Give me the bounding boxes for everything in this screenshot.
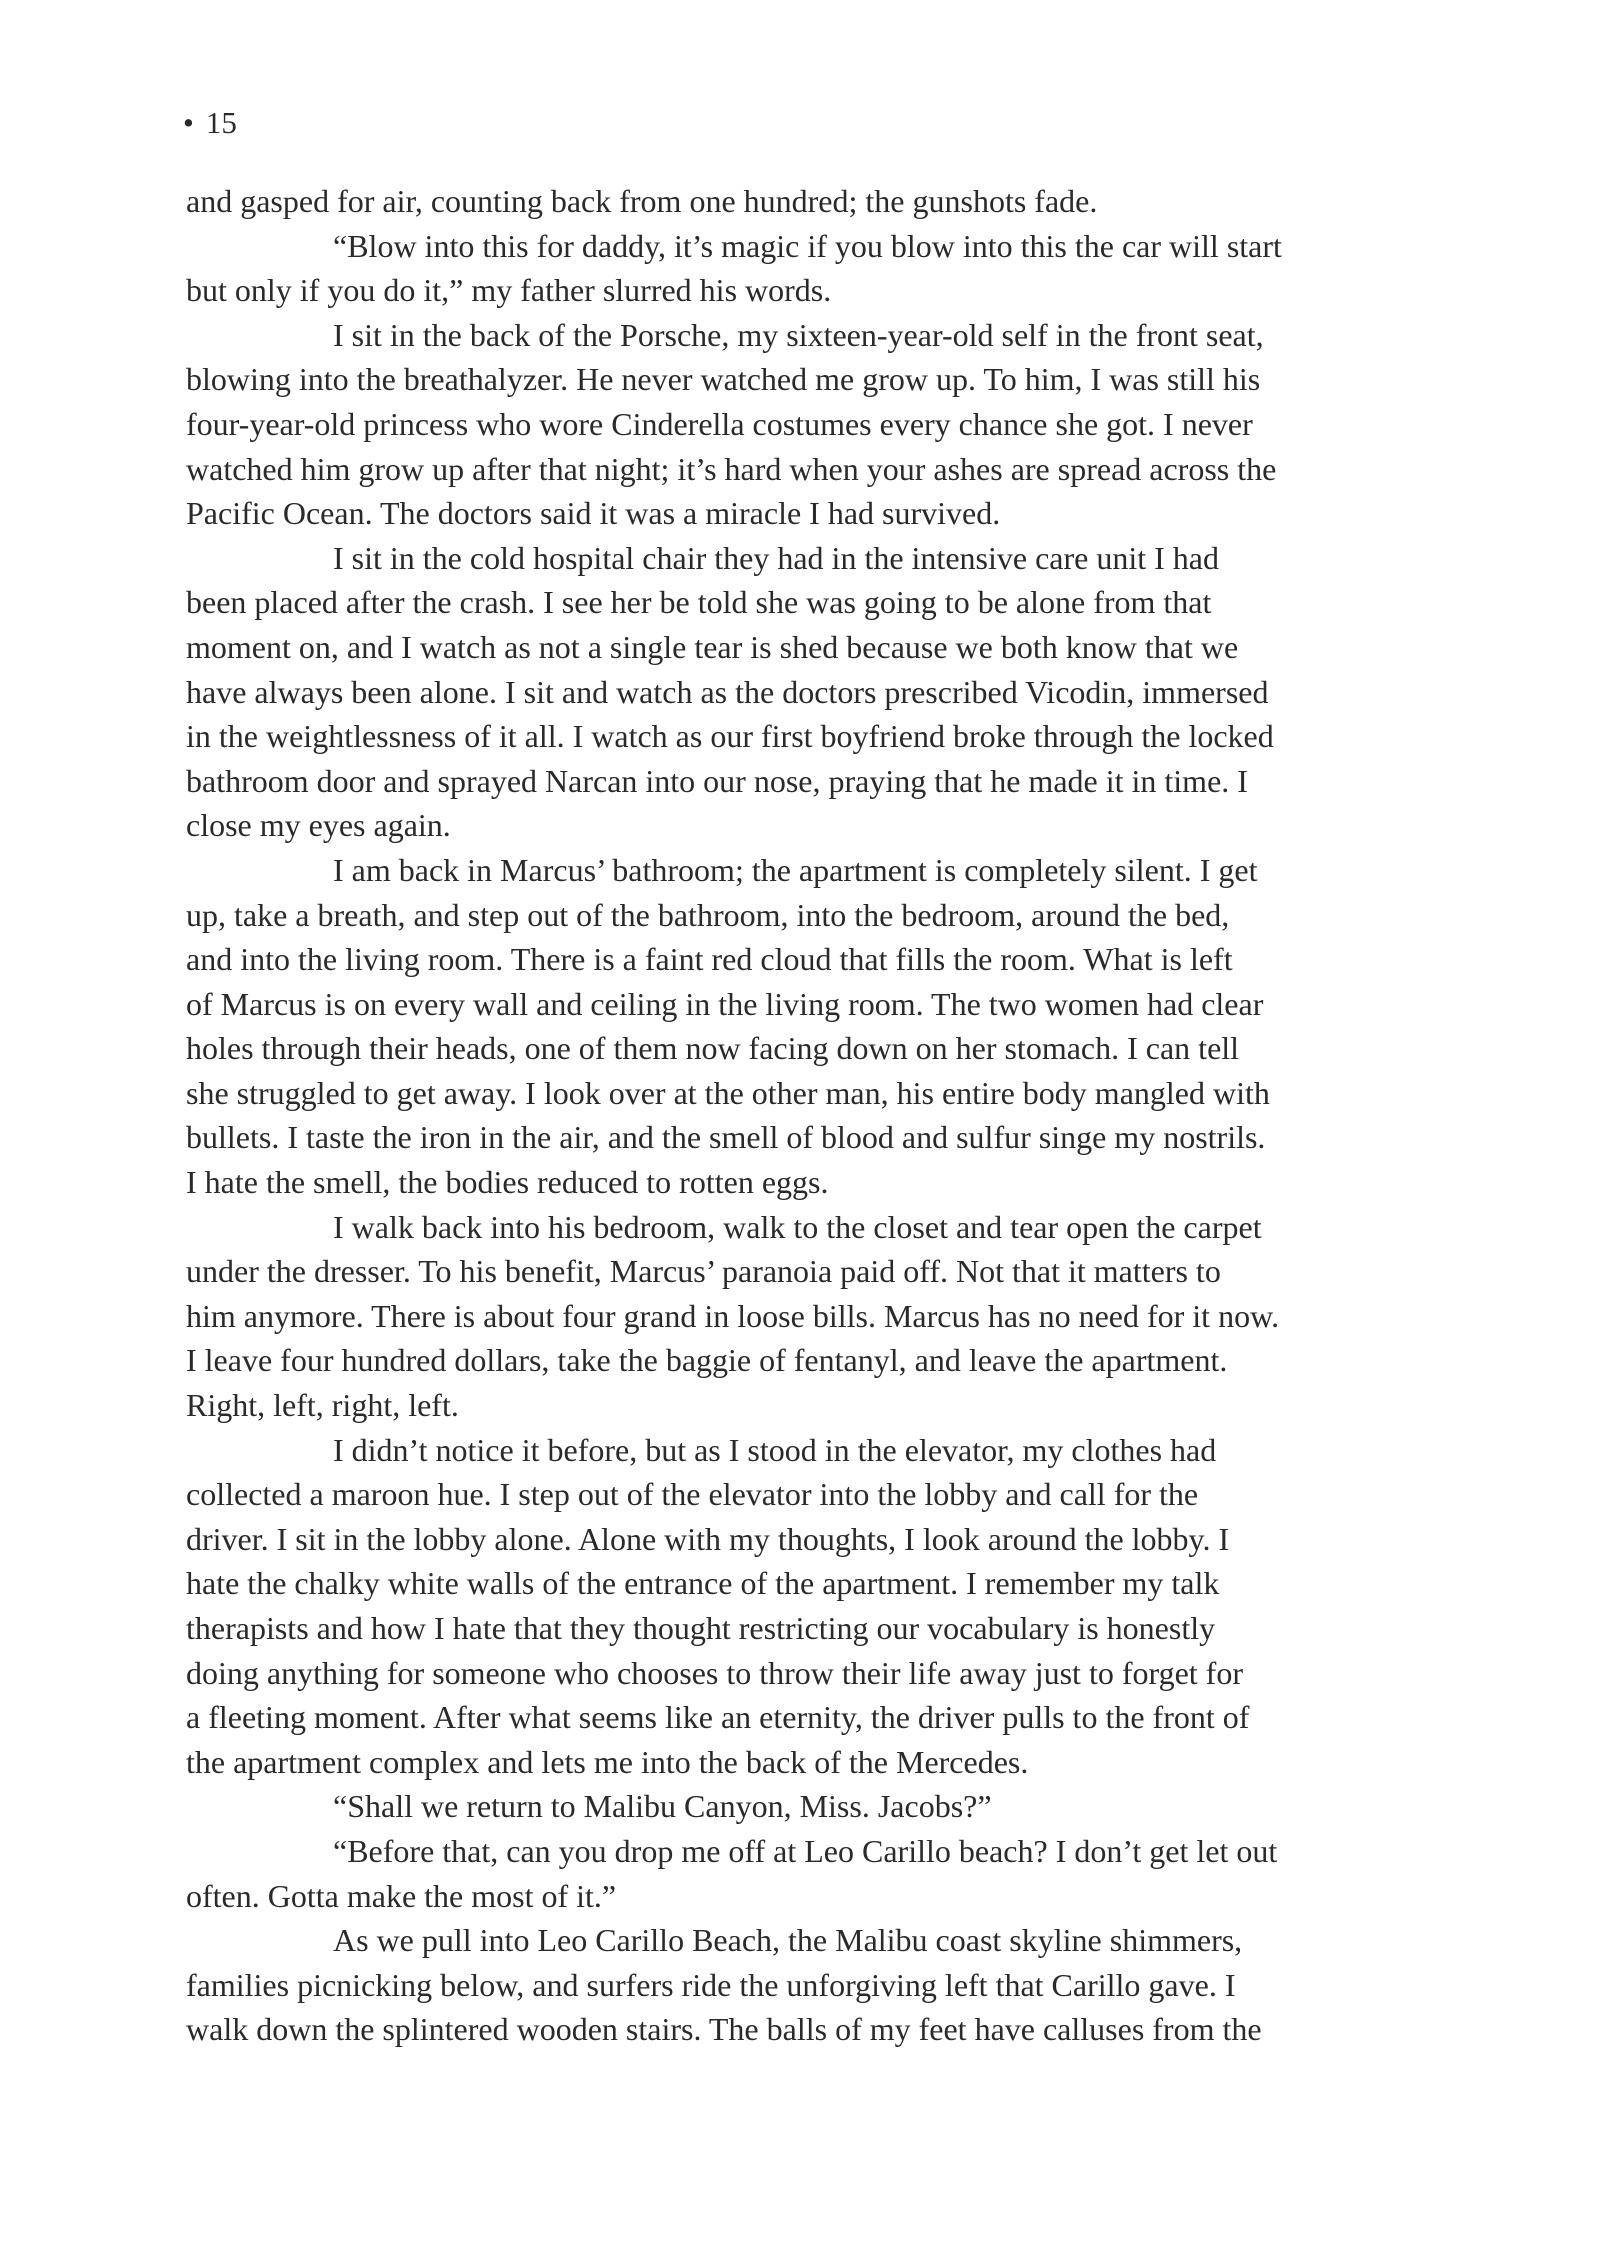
text-line: blowing into the breathalyzer. He never watched me grow up. To him, I was still his [186,361,1261,398]
body-text [186,179,1428,2052]
text-line: I sit in the back of the Porsche, my sixteen-year-old self in the front seat, [333,316,1264,353]
text-line: the apartment complex and lets me into the back of the Mercedes. [186,1743,1029,1780]
text-line: in the weightlessness of it all. I watch as our first boyfriend broke through the locked [186,718,1274,755]
text-line: and gasped for air, counting back from one hundred; the gunshots fade. [186,183,1098,219]
text-line: a fleeting moment. After what seems like an eternity, the driver pulls to the front of [186,1699,1250,1736]
text-line: she struggled to get away. I look over at the other man, his entire body mangled with [186,1074,1270,1111]
text-line: doing anything for someone who chooses to throw their life away just to forget for [186,1654,1243,1691]
text-line: families picnicking below, and surfers ride the unforgiving left that Carillo gave. I [186,1966,1236,2003]
text-line: Right, left, right, left. [186,1387,459,1424]
text-line: I sit in the cold hospital chair they had in the intensive care unit I had [333,539,1219,576]
text-line: collected a maroon hue. I step out of the elevator into the lobby and call for the [186,1476,1199,1513]
text-line: bathroom door and sprayed Narcan into our nose, praying that he made it in time. I [186,762,1248,799]
text-line: bullets. I taste the iron in the air, and the smell of blood and sulfur singe my nostrils. [186,1119,1266,1156]
text-line: up, take a breath, and step out of the bathroom, into the bedroom, around the bed, [186,896,1230,933]
text-line: holes through their heads, one of them now facing down on her stomach. I can tell [186,1030,1240,1067]
page-number: 15 [205,105,237,140]
text-line: Pacific Ocean. The doctors said it was a miracle I had survived. [186,495,1001,532]
text-line: watched him grow up after that night; it’s hard when your ashes are spread across the [186,450,1277,487]
text-line: close my eyes again. [186,807,451,844]
text-line: therapists and how I hate that they thought restricting our vocabulary is honestly [186,1610,1216,1646]
text-line: “Before that, can you drop me off at Leo Carillo beach? I don’t get let out [333,1832,1278,1869]
text-line: been placed after the crash. I see her be told she was going to be alone from that [186,584,1212,621]
text-line: often. Gotta make the most of it.” [186,1877,617,1914]
text-line: moment on, and I watch as not a single tear is shed because we both know that we [186,628,1239,665]
text-line: walk down the splintered wooden stairs. The balls of my feet have calluses from the [186,2011,1262,2048]
text-line: four-year-old princess who wore Cinderella costumes every chance she got. I never [186,405,1253,442]
text-line: hate the chalky white walls of the entrance of the apartment. I remember my talk [186,1565,1220,1602]
text-line: driver. I sit in the lobby alone. Alone with my thoughts, I look around the lobby. I [186,1520,1230,1557]
text-line: of Marcus is on every wall and ceiling in the living room. The two women had clear [186,985,1264,1022]
text-line: but only if you do it,” my father slurred his words. [186,272,832,309]
text-line: and into the living room. There is a faint red cloud that fills the room. What is left [186,941,1233,978]
text-line: As we pull into Leo Carillo Beach, the Malibu coast skyline shimmers, [333,1922,1243,1959]
text-line: him anymore. There is about four grand in loose bills. Marcus has no need for it now. [186,1297,1280,1334]
text-line: “Blow into this for daddy, it’s magic if you blow into this the car will start [333,227,1282,264]
running-head [183,101,237,145]
header-bullet: • [183,105,194,140]
text-line: under the dresser. To his benefit, Marcus’ paranoia paid off. Not that it matters to [186,1253,1221,1290]
text-line: I didn’t notice it before, but as I stood in the elevator, my clothes had [333,1431,1217,1468]
text-line: have always been alone. I sit and watch as the doctors prescribed Vicodin, immersed [186,673,1269,710]
text-line: I am back in Marcus’ bathroom; the apartment is completely silent. I get [333,851,1258,888]
text-line: I walk back into his bedroom, walk to the closet and tear open the carpet [333,1208,1262,1245]
text-line: I hate the smell, the bodies reduced to rotten eggs. [186,1164,829,1201]
text-line: I leave four hundred dollars, take the baggie of fentanyl, and leave the apartment. [186,1342,1228,1379]
text-line: “Shall we return to Malibu Canyon, Miss. Jacobs?” [333,1788,992,1825]
